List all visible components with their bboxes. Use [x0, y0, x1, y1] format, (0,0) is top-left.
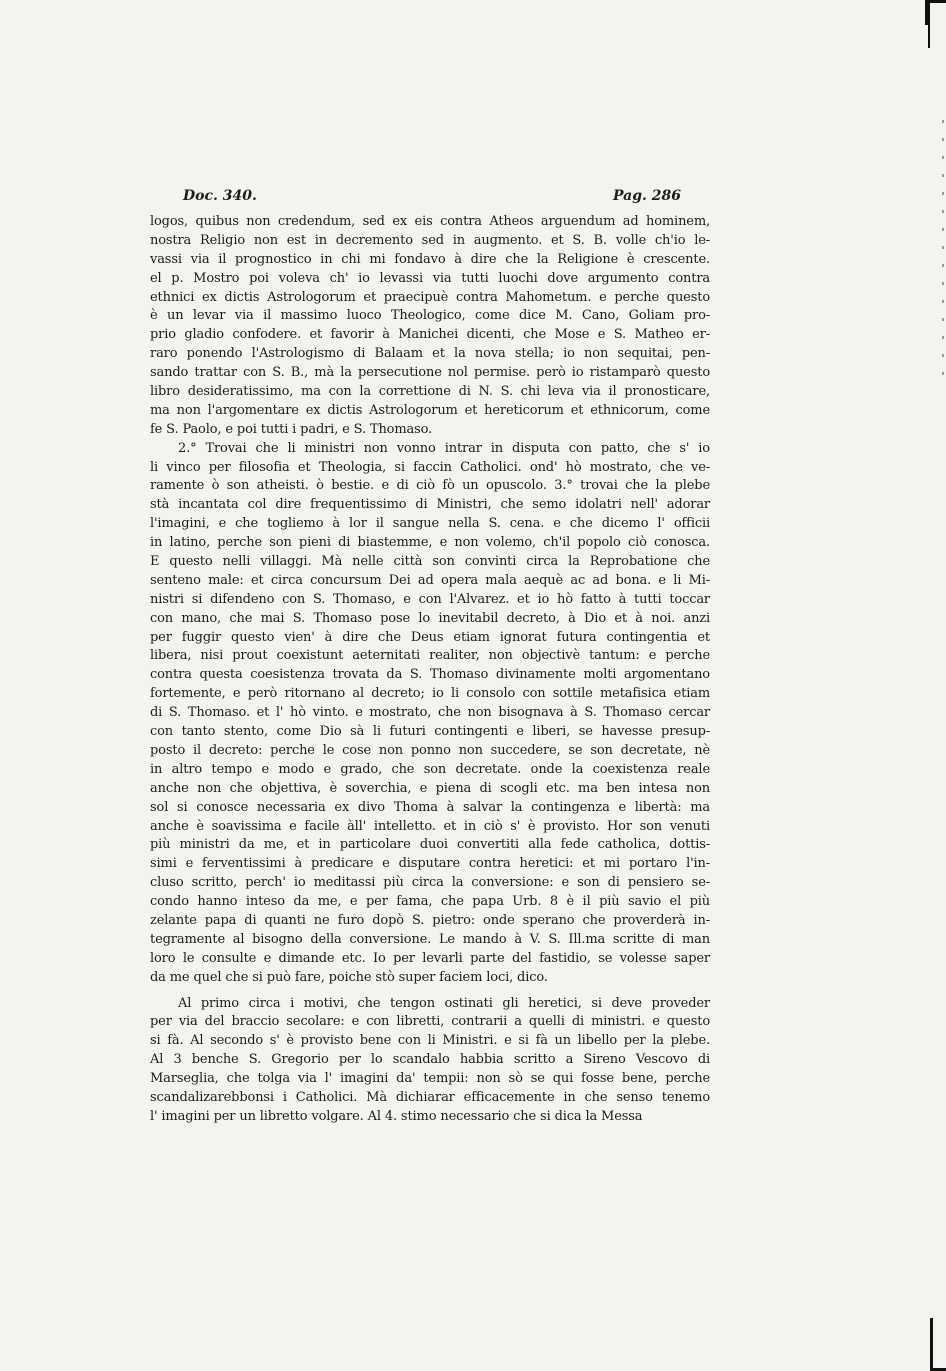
paragraph-gap — [150, 988, 710, 995]
text-line: el p. Mostro poi voleva ch' io levassi via tutti luochi dove argumento contra — [150, 270, 710, 286]
text-line: stà incantata col dire frequentissimo di Ministri, che semo idolatri nell' adorar — [150, 497, 710, 513]
text-line: raro ponendo l'Astrologismo di Balaam et la nova stella; io non sequitai, pen- — [150, 346, 710, 362]
text-line: l' imagini per un libretto volgare. Al 4. stimo necessario che si dica la Messa — [150, 1108, 643, 1124]
text-line: posto il decreto: perche le cose non ponno non succedere, se son decretate, nè — [150, 742, 710, 758]
text-line: anche non che objettiva, è soverchia, e piena di scogli etc. ma ben intesa non — [150, 780, 710, 796]
text-line: libera, nisi prout coexistunt aeternitati realiter, non objectivè tantum: e perche — [150, 648, 710, 664]
scan-corner-mark-bottom — [930, 1318, 946, 1371]
text-line: si fà. Al secondo s' è provisto bene con li Ministri. e si fà un libello per la plebe. — [150, 1033, 710, 1049]
text-line: senteno male: et circa concursum Dei ad opera mala aequè ac ad bona. e li Mi- — [150, 572, 710, 588]
text-line: fortemente, e però ritornano al decreto; io li consolo con sottile metafisica etiam — [150, 686, 710, 702]
text-line: sando trattar con S. B., mà la persecutione nol permise. però io ristamparò questo — [150, 365, 710, 381]
text-line: zelante papa di quanti ne furo dopò S. pietro: onde sperano che proverderà in- — [150, 912, 710, 928]
text-line: 2.° Trovai che li ministri non vonno intrar in disputa con patto, che s' io — [178, 440, 710, 456]
text-line: con mano, che mai S. Thomaso pose lo inevitabil decreto, à Dio et à noi. anzi — [150, 610, 710, 626]
text-line: ethnici ex dictis Astrologorum et praecipuè contra Mahometum. e perche questo — [150, 289, 710, 305]
document-number: Doc. 340. — [183, 188, 257, 204]
text-line: li vinco per filosofia et Theologia, si faccin Catholici. ond' hò mostrato, che ve- — [150, 459, 710, 475]
text-line: anche è soavissima e facile àll' intelletto. et in ciò s' è provisto. Hor son venuti — [150, 818, 710, 834]
text-line: prio gladio confodere. et favorir à Manichei dicenti, che Mose e S. Matheo er- — [150, 327, 710, 343]
text-line: da me quel che si può fare, poiche stò super faciem loci, dico. — [150, 969, 548, 985]
running-head — [183, 188, 713, 212]
text-line: Marseglia, che tolga via l' imagini da' tempii: non sò se qui fosse bene, perche — [150, 1071, 710, 1087]
text-line: di S. Thomaso. et l' hò vinto. e mostrato, che non bisognava à S. Thomaso cercar — [150, 705, 710, 721]
text-line: l'imagini, e che togliemo à lor il sangue nella S. cena. e che dicemo l' officii — [150, 516, 710, 532]
text-line: loro le consulte e dimande etc. Io per levarli parte del fastidio, se volesse saper — [150, 950, 710, 966]
text-line: più ministri da me, et in particolare duoi convertiti alla fede catholica, dottis- — [150, 837, 710, 853]
text-line: libro desideratissimo, ma con la correttione di N. S. chi leva via il pronosticare, — [150, 384, 710, 400]
text-line: nostra Religio non est in decremento sed in augmento. et S. B. volle ch'io le- — [150, 232, 710, 248]
paragraph — [150, 440, 710, 988]
scan-edge-dots — [942, 120, 944, 380]
text-line: fe S. Paolo, e poi tutti i padri, e S. Thomaso. — [150, 421, 433, 437]
page-number: Pag. 286 — [613, 188, 681, 204]
text-line: contra questa coesistenza trovata da S. Thomaso divinamente molti argomentano — [150, 667, 710, 683]
text-line: scandalizarebbonsi i Catholici. Mà dichiarar efficacemente in che senso tenemo — [150, 1089, 710, 1105]
text-line: ma non l'argomentare ex dictis Astrologorum et hereticorum et ethnicorum, come — [150, 402, 710, 418]
text-line: è un levar via il massimo luoco Theologico, come dice M. Cano, Goliam pro- — [150, 308, 710, 324]
text-line: Al primo circa i motivi, che tengon ostinati gli heretici, si deve proveder — [178, 995, 710, 1011]
paragraph — [150, 995, 710, 1127]
scan-corner-mark-top — [925, 0, 946, 25]
text-line: nistri si difendeno con S. Thomaso, e con l'Alvarez. et io hò fatto à tutti toccar — [150, 591, 710, 607]
text-line: vassi via il prognostico in chi mi fondavo à dire che la Religione è crescente. — [150, 251, 710, 267]
text-line: tegramente al bisogno della conversione. Le mando à V. S. Ill.ma scritte di man — [150, 931, 710, 947]
text-line: ramente ò son atheisti. ò bestie. e di ciò fò un opuscolo. 3.° trovai che la plebe — [150, 478, 710, 494]
text-line: con tanto stento, come Dio sà li futuri contingenti e liberi, se havesse presup- — [150, 724, 710, 740]
text-line: per via del braccio secolare: e con libretti, contrarii a quelli di ministri. e questo — [150, 1014, 710, 1030]
text-line: sol si conosce necessaria ex divo Thoma à salvar la contingenza e libertà: ma — [150, 799, 710, 815]
text-line: condo hanno inteso da me, e per fama, che papa Urb. 8 è il più savio el più — [150, 894, 710, 910]
paragraph — [150, 213, 710, 440]
text-line: E questo nelli villaggi. Mà nelle città son convinti circa la Reprobatione che — [150, 554, 710, 570]
text-line: in altro tempo e modo e grado, che son decretate. onde la coexistenza reale — [150, 761, 710, 777]
text-line: in latino, perche son pieni di biastemme, e non volemo, ch'il popolo ciò conosca. — [150, 535, 710, 551]
text-line: simi e ferventissimi à predicare e disputare contra heretici: et mi portaro l'in- — [150, 856, 710, 872]
text-line: logos, quibus non credendum, sed ex eis contra Atheos arguendum ad hominem, — [150, 214, 710, 229]
body-text — [150, 213, 710, 1127]
text-line: cluso scritto, perch' io meditassi più circa la conversione: e son di pensiero se- — [150, 875, 710, 891]
text-line: per fuggir questo vien' à dire che Deus etiam ignorat futura contingentia et — [150, 629, 710, 645]
text-line: Al 3 benche S. Gregorio per lo scandalo habbia scritto a Sireno Vescovo di — [150, 1052, 710, 1068]
